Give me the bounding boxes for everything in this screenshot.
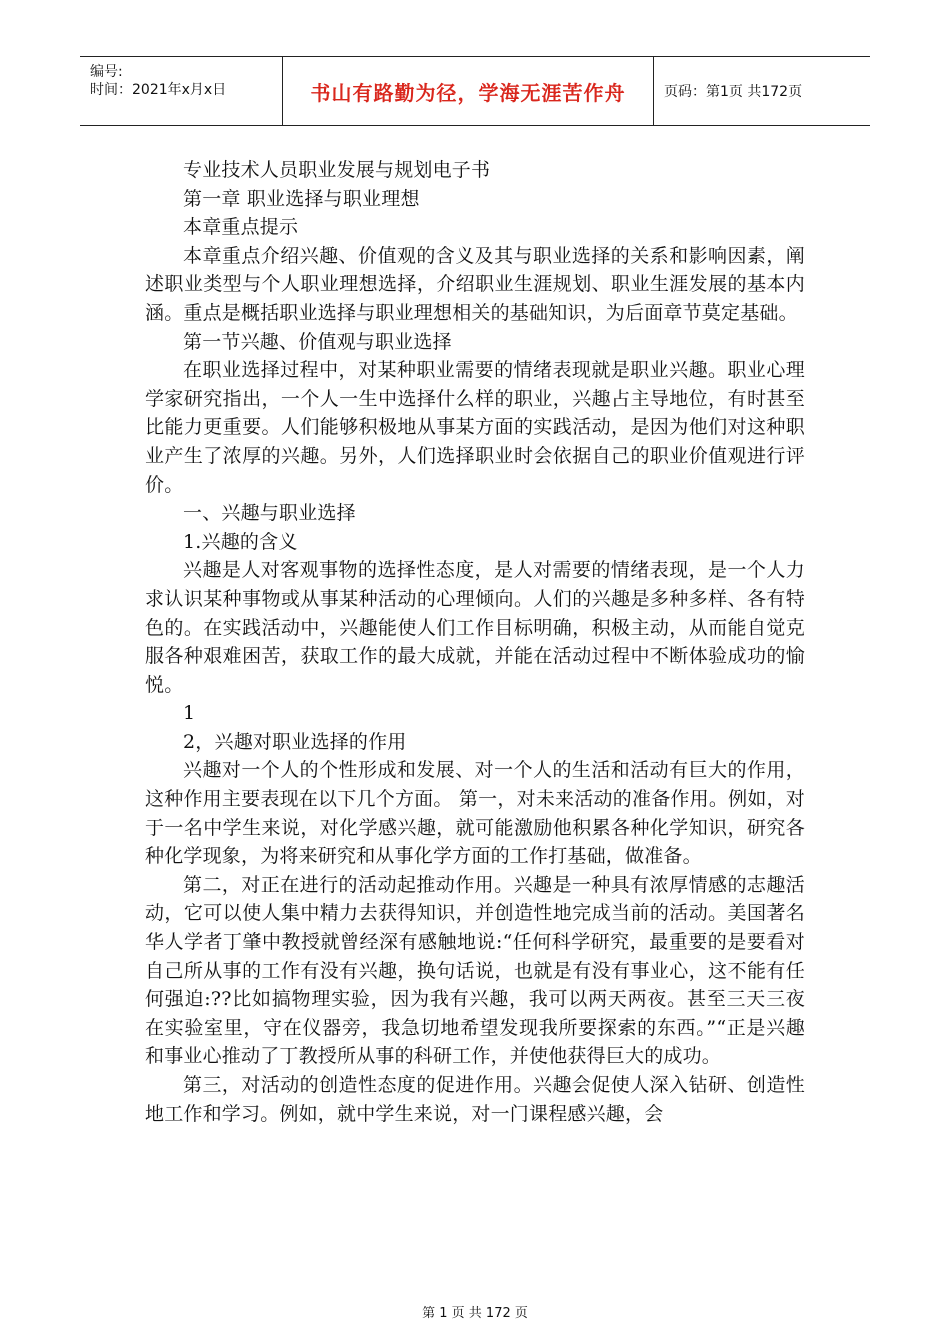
- page-footer: 第 1 页 共 172 页: [422, 1306, 528, 1321]
- document-time-label: 时间：2021年x月x日: [90, 82, 227, 98]
- subsection-heading: 一、兴趣与职业选择: [183, 502, 356, 525]
- header-motto: 书山有路勤为径，学海无涯苦作舟: [310, 80, 626, 105]
- header-page-cell: [654, 57, 870, 125]
- paragraph: 第三，对活动的创造性态度的促进作用。兴趣会促使人深入钻研、创造性地工作和学习。例如，就中学生来说，对一门课程感兴趣，会: [145, 1074, 805, 1125]
- header-page-info: 页码：第1页 共172页: [664, 84, 803, 100]
- chapter-heading: 第一章 职业选择与职业理想: [183, 187, 420, 210]
- subsection-heading: 2，兴趣对职业选择的作用: [183, 730, 407, 753]
- paragraph: 兴趣对一个人的个性形成和发展、对一个人的生活和活动有巨大的作用，这种作用主要表现在以下几个方面。 第一，对未来活动的准备作用。例如，对于一名中学生来说，对化学感兴趣，就可能激励他积累各种化学知识，研究各种化学现象，为将来研究和从事化学方面的工作打基础，做准备。: [145, 759, 805, 868]
- document-body: [145, 156, 805, 1128]
- subsection-heading: 1.兴趣的含义: [183, 530, 298, 553]
- paragraph: 在职业选择过程中，对某种职业需要的情绪表现就是职业兴趣。职业心理学家研究指出，一个人一生中选择什么样的职业，兴趣占主导地位，有时甚至比能力更重要。人们能够积极地从事某方面的实践活动，是因为他们对这种职业产生了浓厚的兴趣。另外，人们选择职业时会依据自己的职业价值观进行评价。: [145, 359, 805, 496]
- header-motto-cell: [283, 57, 654, 125]
- section-heading: 第一节兴趣、价值观与职业选择: [183, 330, 452, 353]
- paragraph: 兴趣是人对客观事物的选择性态度，是人对需要的情绪表现，是一个人力求认识某种事物或从事某种活动的心理倾向。人们的兴趣是多种多样、各有特色的。在实践活动中，兴趣能使人们工作目标明确，积极主动，从而能自觉克服各种艰难困苦，获取工作的最大成就，并能在活动过程中不断体验成功的愉悦。: [145, 559, 805, 696]
- inline-page-marker: 1: [183, 702, 196, 725]
- paragraph: 本章重点介绍兴趣、价值观的含义及其与职业选择的关系和影响因素，阐述职业类型与个人职业理想选择，介绍职业生涯规划、职业生涯发展的基本内涵。重点是概括职业选择与职业理想相关的基础知识，为后面章节莫定基础。: [145, 244, 805, 324]
- paragraph: 第二，对正在进行的活动起推动作用。兴趣是一种具有浓厚情感的志趣活动，它可以使人集中精力去获得知识，并创造性地完成当前的活动。美国著名华人学者丁肇中教授就曾经深有感触地说:“任何科学研究，最重要的是要看对自己所从事的工作有没有兴趣，换句话说，也就是有没有事业心，这不能有任何强迫:??比如搞物理实验，因为我有兴趣，我可以两天两夜。甚至三天三夜在实验室里，守在仪器旁，我急切地希望发现我所要探索的东西。”“正是兴趣和事业心推动了丁教授所从事的科研工作，并使他获得巨大的成功。: [145, 873, 805, 1068]
- document-number-label: 编号:: [90, 64, 123, 80]
- doc-title: 专业技术人员职业发展与规划电子书: [183, 159, 491, 181]
- section-label: 本章重点提示: [183, 216, 299, 239]
- page-header: [80, 56, 870, 126]
- header-meta-cell: [80, 57, 283, 125]
